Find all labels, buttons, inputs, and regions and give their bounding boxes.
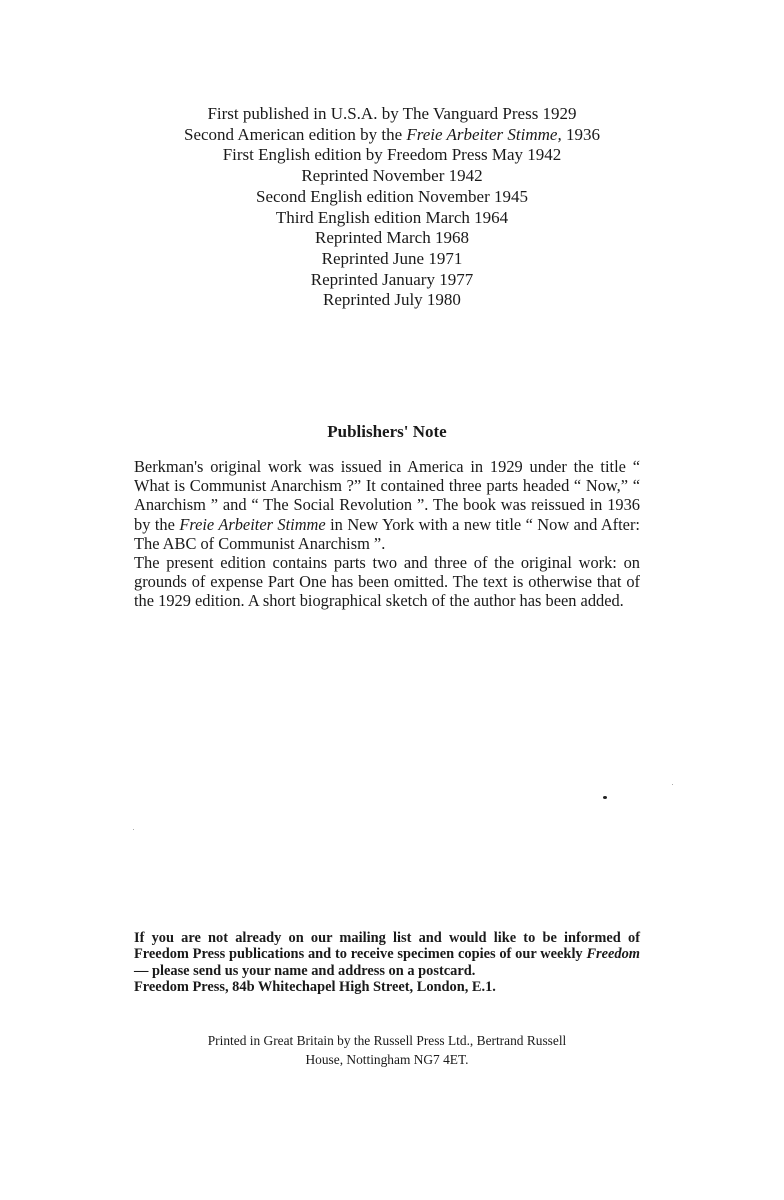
history-line: Second American edition by the Freie Arbeiter Stimme, 1936 — [184, 124, 600, 144]
history-line: First published in U.S.A. by The Vanguard Press 1929 — [207, 104, 577, 123]
mailing-paragraph: If you are not already on our mailing list and would like to be informed of Freedom Press publications and to receive specimen copies of our weekly Freedom — please send us your name and address on a postcard. — [134, 930, 640, 979]
history-line: Second English edition November 1945 — [256, 186, 528, 206]
history-line: Reprinted November 1942 — [301, 166, 483, 186]
history-line: Reprinted June 1971 — [321, 248, 463, 268]
scan-speck — [133, 829, 134, 830]
history-line: First English edition by Freedom Press May 1942 — [222, 145, 562, 165]
printer-line: Printed in Great Britain by the Russell Press Ltd., Bertrand Russell — [207, 1033, 567, 1048]
publishers-note-heading: Publishers' Note — [327, 422, 447, 441]
scan-speck — [603, 796, 607, 799]
history-line: Reprinted July 1980 — [323, 290, 461, 310]
mailing-list-notice — [134, 930, 640, 995]
history-line: Reprinted March 1968 — [315, 228, 469, 248]
publishers-note-body — [134, 457, 640, 611]
printer-imprint — [134, 1031, 640, 1069]
printer-line: House, Nottingham NG7 4ET. — [305, 1052, 469, 1067]
history-line: Reprinted January 1977 — [310, 269, 474, 289]
history-line: Third English edition March 1964 — [275, 207, 509, 227]
note-paragraph: Berkman's original work was issued in America in 1929 under the title “ What is Communist Anarchism ?” It contained three parts headed “ Now,” “ Anarchism ” and “ The Social Revolution ”. The book was reissued in 1936 by the Freie Arbeiter Stimme in New York with a new title “ Now and After: The ABC of Communist Anarchism ”. — [134, 457, 640, 553]
note-paragraph: The present edition contains parts two and three of the original work: on grounds of expense Part One has been omitted. The text is otherwise that of the 1929 edition. A short biographical sketch of the author has been added. — [134, 553, 640, 611]
publication-history — [0, 104, 784, 311]
scan-speck — [672, 784, 673, 785]
publisher-address: Freedom Press, 84b Whitechapel High Street, London, E.1. — [134, 978, 496, 995]
